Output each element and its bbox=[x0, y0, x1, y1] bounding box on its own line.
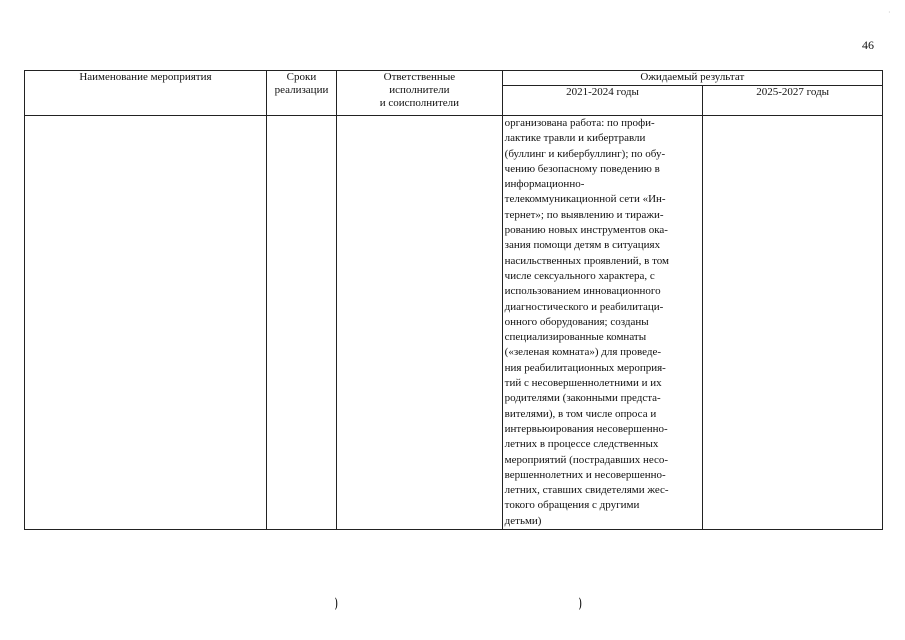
page-number: 46 bbox=[862, 38, 874, 52]
scan-speck: · bbox=[888, 8, 891, 17]
header-responsible: Ответственные исполнители и соисполнители bbox=[337, 71, 503, 116]
table-row bbox=[25, 116, 883, 530]
cell-activity-name bbox=[25, 116, 267, 530]
cell-result-2021-2024: организована работа: по профи- лактике травли и кибертравли (буллинг и кибербуллинг); по обу- чению безопасному поведению в информационно- телекоммуникационной сети «Ин- тернет»; по выявлению и тиражи- рованию новых инструментов ока- зания помощи детям в ситуациях насильственных проявлений, в том числе сексуального характера, с использованием инновационного диагностического и реабилитаци- онного оборудования; созданы специализированные комнаты («зеленая комната») для проведе- ния реабилитационных мероприя- тий с несовершеннолетними и их родителями (законными предста- вителями), в том числе опроса и интервьюирования несовершенно- летних в процессе следственных мероприятий (пострадавших несо- вершеннолетних и несовершенно- летних, ставших свидетелями жес- токого обращения с другими детьми) bbox=[502, 116, 703, 530]
footer-mark-left: ) bbox=[334, 596, 338, 611]
header-period-2021-2024: 2021-2024 годы bbox=[502, 86, 703, 116]
footer-mark-right: ) bbox=[578, 596, 582, 611]
header-expected-result: Ожидаемый результат bbox=[502, 71, 882, 86]
header-dates: Сроки реализации bbox=[266, 71, 336, 116]
cell-result-2025-2027 bbox=[703, 116, 883, 530]
header-activity-name: Наименование мероприятия bbox=[25, 71, 267, 116]
header-period-2025-2027: 2025-2027 годы bbox=[703, 86, 883, 116]
cell-dates bbox=[266, 116, 336, 530]
activities-table bbox=[24, 70, 883, 530]
cell-responsible bbox=[337, 116, 503, 530]
